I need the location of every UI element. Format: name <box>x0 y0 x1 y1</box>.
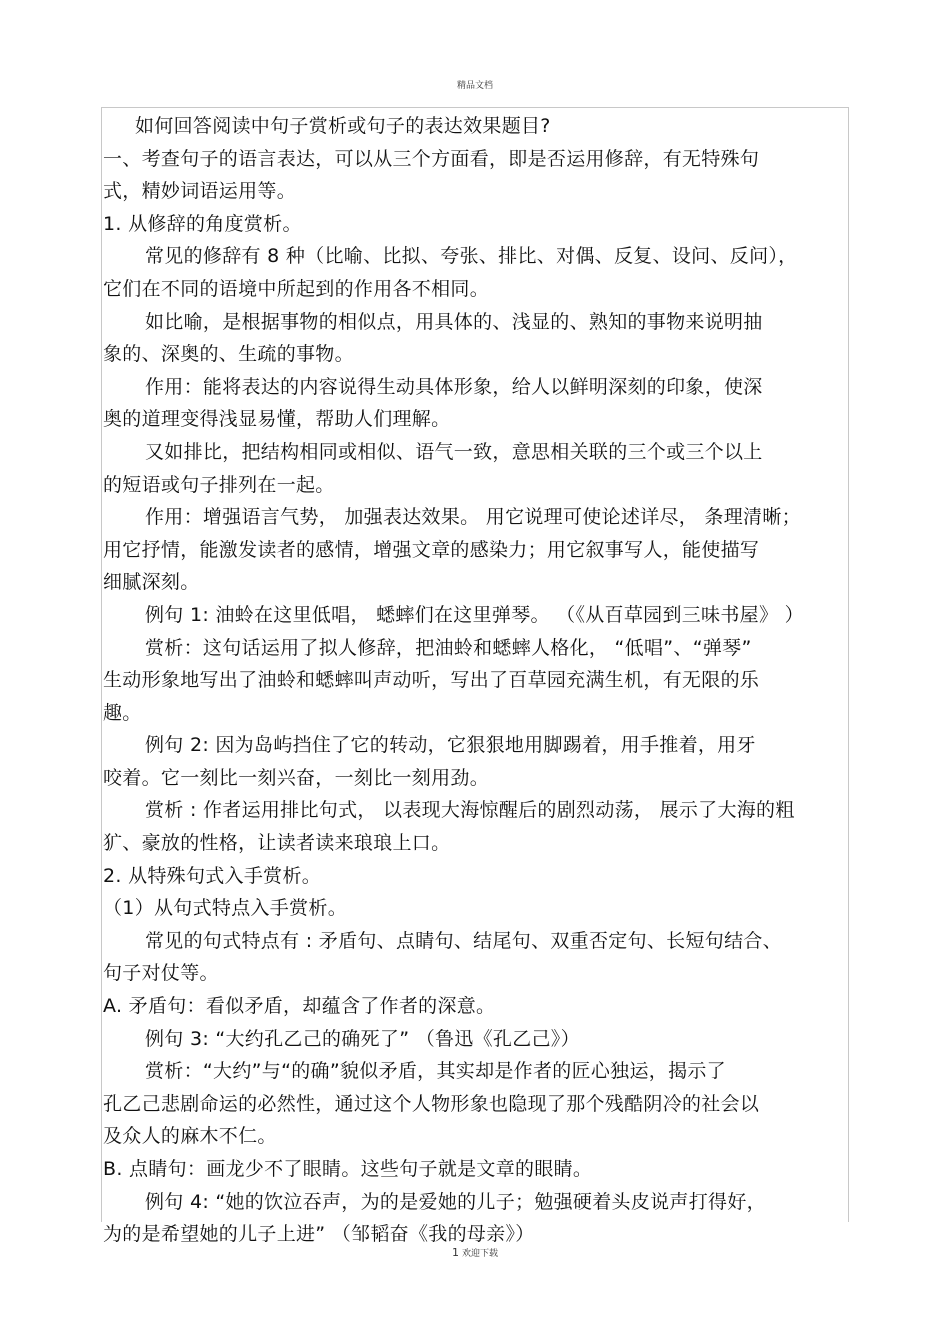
analysis-line: 赏析 : 作者运用排比句式， 以表现大海惊醒后的剧烈动荡， 展示了大海的粗 <box>145 799 795 822</box>
subsection-heading: B. 点睛句：画龙少不了眼睛。这些句子就是文章的眼睛。 <box>103 1158 593 1180</box>
body-line: 作用：增强语言气势， 加强表达效果。 用它说理可使论述详尽， 条理清晰； <box>145 506 801 529</box>
body-line: 孔乙己悲剧命运的必然性，通过这个人物形象也隐现了那个残酷阴冷的社会以 <box>103 1092 760 1115</box>
page-footer <box>0 1246 950 1259</box>
page-frame-top-border <box>101 107 849 108</box>
analysis-line: 赏析：“大约”与“的确”貌似矛盾，其实却是作者的匠心独运，揭示了 <box>145 1060 726 1083</box>
body-line: 奥的道理变得浅显易懂，帮助人们理解。 <box>103 408 451 431</box>
body-line: 生动形象地写出了油蛉和蟋蟀叫声动听，写出了百草园充满生机，有无限的乐 <box>103 669 760 692</box>
analysis-line: 赏析：这句话运用了拟人修辞，把油蛉和蟋蟀人格化， “低唱”、“弹琴” <box>145 636 752 659</box>
page-frame-right-border <box>848 107 849 1222</box>
page-frame-left-border <box>101 107 102 1222</box>
body-line: 作用：能将表达的内容说得生动具体形象，给人以鲜明深刻的印象，使深 <box>145 375 763 398</box>
subsection-heading: 1. 从修辞的角度赏析。 <box>103 212 302 235</box>
example-sentence: 例句 3: “大约孔乙己的确死了” （鲁迅《孔乙己》） <box>145 1027 580 1050</box>
example-sentence: 例句 1: 油蛉在这里低唱， 蟋蟀们在这里弹琴。 （《从百草园到三味书屋》 ） <box>145 603 804 626</box>
body-line: 为的是希望她的儿子上进” （邹韬奋《我的母亲》） <box>103 1223 535 1246</box>
example-sentence: 例句 2: 因为岛屿挡住了它的转动，它狠狠地用脚踢着，用手推着，用牙 <box>145 734 756 757</box>
body-line: 式，精妙词语运用等。 <box>103 180 297 203</box>
body-line: 及众人的麻木不仁。 <box>103 1125 277 1148</box>
section-heading: 一、考查句子的语言表达，可以从三个方面看，即是否运用修辞，有无特殊句 <box>103 147 760 170</box>
page-number: 1 <box>451 1246 459 1259</box>
document-body <box>103 110 846 1251</box>
page-header: 精品文档 <box>456 81 493 91</box>
body-line: 犷、豪放的性格，让读者读来琅琅上口。 <box>103 832 451 855</box>
subsection-heading: A. 矛盾句：看似矛盾，却蕴含了作者的深意。 <box>103 995 496 1018</box>
body-line: 又如排比，把结构相同或相似、语气一致，意思相关联的三个或三个以上 <box>145 440 763 463</box>
body-line: 用它抒情，能激发读者的感情，增强文章的感染力；用它叙事写人，能使描写 <box>103 538 760 561</box>
body-line: 常见的修辞有 8 种（比喻、比拟、夸张、排比、对偶、反复、设问、反问）， <box>145 245 798 268</box>
subsection-heading: 2. 从特殊句式入手赏析。 <box>103 864 322 887</box>
document-title: 如何回答阅读中句子赏析或句子的表达效果题目? <box>135 115 551 137</box>
subsection-heading: （1）从句式特点入手赏析。 <box>103 897 347 920</box>
example-sentence: 例句 4: “她的饮泣吞声，为的是爱她的儿子；勉强硬着头皮说声打得好， <box>145 1190 766 1213</box>
footer-text: 欢迎下载 <box>461 1249 498 1259</box>
body-line: 趣。 <box>103 701 142 724</box>
body-line: 常见的句式特点有 : 矛盾句、点睛句、结尾句、双重否定句、长短句结合、 <box>145 929 782 952</box>
body-line: 细腻深刻。 <box>103 571 200 594</box>
body-line: 咬着。它一刻比一刻兴奋，一刻比一刻用劲。 <box>103 766 490 789</box>
body-line: 句子对仗等。 <box>103 962 219 985</box>
body-line: 如比喻，是根据事物的相似点，用具体的、浅显的、熟知的事物来说明抽 <box>145 310 763 333</box>
body-line: 象的、深奥的、生疏的事物。 <box>103 343 354 366</box>
body-line: 的短语或句子排列在一起。 <box>103 473 335 496</box>
body-line: 它们在不同的语境中所起到的作用各不相同。 <box>103 277 490 300</box>
